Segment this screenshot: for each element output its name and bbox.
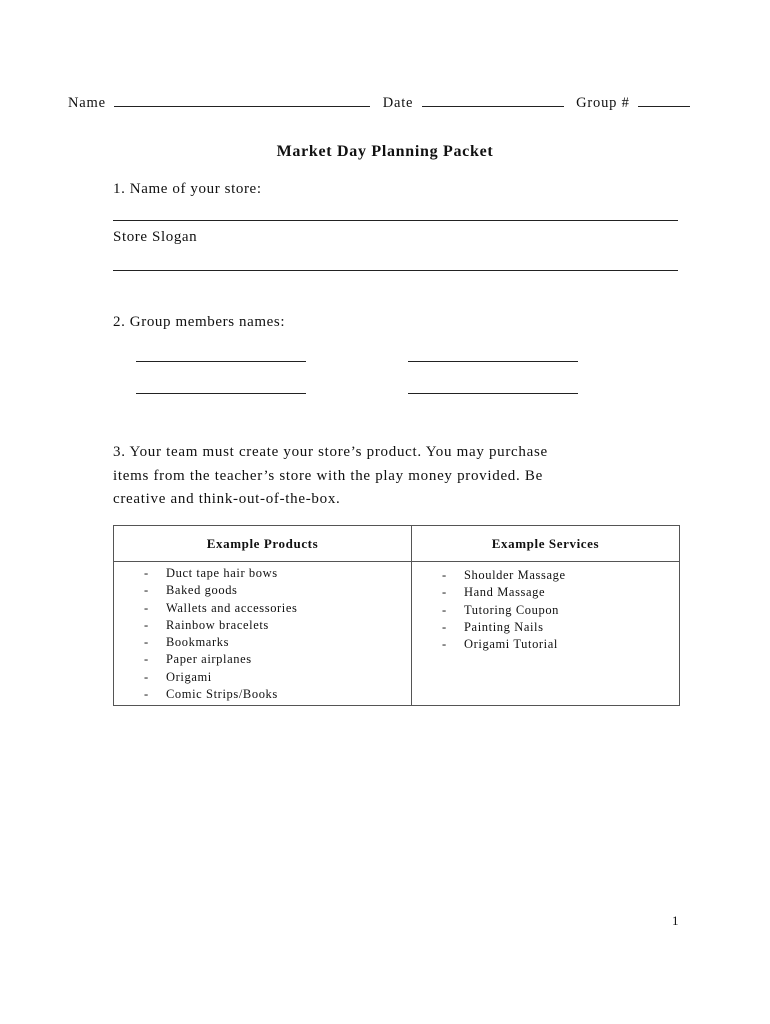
member-field-3[interactable] [136, 393, 306, 394]
products-header: Example Products [114, 526, 412, 562]
service-item: Hand Massage [464, 585, 546, 600]
group-field[interactable] [638, 94, 690, 107]
dash-bullet: - [144, 652, 149, 667]
store-name-field[interactable] [113, 220, 678, 221]
name-label: Name [68, 95, 106, 111]
header-row [68, 94, 690, 112]
services-list [412, 565, 679, 653]
product-item: Paper airplanes [166, 652, 252, 667]
service-item: Origami Tutorial [464, 637, 558, 652]
list-item [412, 584, 679, 601]
dash-bullet: - [442, 568, 447, 582]
dash-bullet: - [144, 687, 149, 702]
dash-bullet: - [144, 600, 149, 615]
service-item: Tutoring Coupon [464, 602, 560, 617]
service-item: Painting Nails [464, 619, 544, 634]
page-title: Market Day Planning Packet [276, 143, 494, 160]
list-item [114, 617, 411, 634]
list-item [412, 636, 679, 653]
product-item: Origami [166, 669, 212, 684]
instructions-line: 3. Your team must create your store’s product. You may purchase [113, 444, 548, 460]
list-item [412, 567, 679, 584]
products-cell [114, 562, 412, 706]
list-item [114, 686, 411, 703]
name-field[interactable] [114, 94, 370, 107]
store-slogan-label: Store Slogan [113, 229, 198, 245]
instructions-line: creative and think-out-of-the-box. [113, 491, 341, 507]
product-item: Comic Strips/Books [166, 687, 278, 702]
service-item: Shoulder Massage [464, 568, 566, 582]
product-item: Duct tape hair bows [166, 566, 278, 580]
dash-bullet: - [442, 585, 447, 600]
list-item [114, 565, 411, 582]
dash-bullet: - [144, 635, 149, 650]
list-item [412, 619, 679, 636]
list-item [114, 582, 411, 599]
dash-bullet: - [144, 617, 149, 632]
store-slogan-field[interactable] [113, 270, 678, 271]
dash-bullet: - [442, 602, 447, 617]
product-item: Bookmarks [166, 635, 230, 650]
dash-bullet: - [144, 583, 149, 598]
services-header: Example Services [412, 526, 680, 562]
member-field-1[interactable] [136, 361, 306, 362]
product-instructions [113, 441, 673, 512]
group-members-question: 2. Group members names: [113, 314, 286, 330]
list-item [114, 600, 411, 617]
instructions-line: items from the teacher’s store with the play money provided. Be [113, 467, 543, 484]
store-name-question: 1. Name of your store: [113, 181, 262, 197]
member-field-4[interactable] [408, 393, 578, 394]
date-label: Date [382, 95, 414, 111]
member-field-2[interactable] [408, 361, 578, 362]
product-item: Wallets and accessories [166, 600, 298, 615]
products-list [114, 565, 411, 703]
table-row [114, 562, 680, 706]
dash-bullet: - [442, 619, 447, 634]
table-header-row [114, 526, 680, 562]
dash-bullet: - [144, 566, 149, 580]
page-number: 1 [672, 913, 679, 928]
list-item [412, 602, 679, 619]
date-field[interactable] [422, 94, 564, 107]
product-item: Baked goods [166, 583, 238, 598]
dash-bullet: - [144, 669, 149, 684]
product-item: Rainbow bracelets [166, 617, 269, 632]
examples-table [113, 525, 680, 706]
list-item [114, 651, 411, 668]
list-item [114, 634, 411, 651]
list-item [114, 669, 411, 686]
group-label: Group # [576, 95, 630, 111]
dash-bullet: - [442, 637, 447, 652]
services-cell [412, 562, 680, 706]
